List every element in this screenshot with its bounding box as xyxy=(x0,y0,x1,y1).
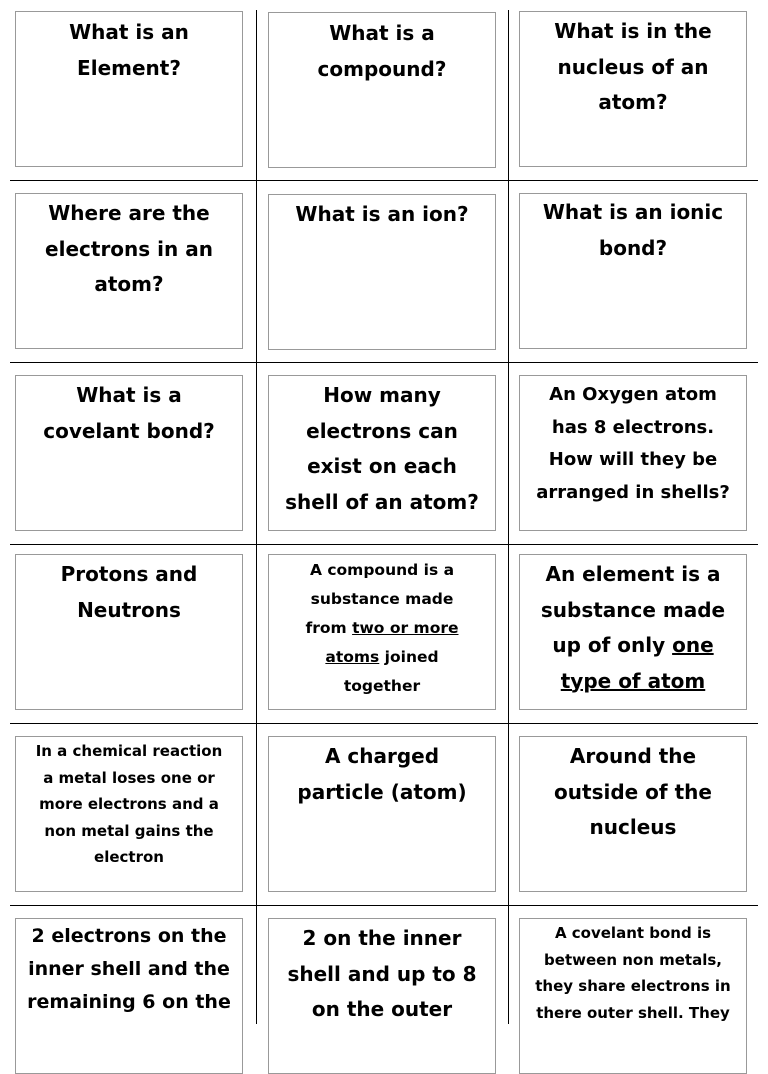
answer-card-element xyxy=(519,554,747,710)
card-line: An Oxygen atom xyxy=(549,384,717,405)
underlined-text: type of atom xyxy=(560,668,706,693)
card-line: electrons in an xyxy=(45,236,213,261)
underlined-text: two or more xyxy=(352,619,459,637)
card-line: more electrons and a xyxy=(39,795,219,813)
answer-card-oxygen-shells xyxy=(15,918,243,1074)
card-line: In a chemical reaction xyxy=(35,742,223,760)
card-line: shell of an atom? xyxy=(285,489,479,514)
question-card-shells xyxy=(268,375,496,531)
card-text: up of only xyxy=(552,633,673,657)
card-line: How many xyxy=(323,383,441,407)
card-line: particle (atom) xyxy=(297,779,467,804)
card-line: Around the xyxy=(569,744,697,768)
card-line: Neutrons xyxy=(77,597,181,622)
card-line: substance made xyxy=(310,590,454,608)
card-line: covelant bond? xyxy=(43,418,215,443)
card-line: What is a xyxy=(329,21,435,45)
card-line: a metal loses one or xyxy=(43,768,215,787)
card-line: A charged xyxy=(324,744,440,768)
cut-line-horizontal-5 xyxy=(10,905,758,906)
card-line: Element? xyxy=(77,55,181,80)
card-line: nucleus xyxy=(589,815,677,839)
card-line: What is an ion? xyxy=(295,202,469,226)
question-card-covalent-bond xyxy=(15,375,243,531)
card-line: there outer shell. They xyxy=(536,1003,730,1022)
question-card-ionic-bond xyxy=(519,193,747,349)
card-line: A compound is a xyxy=(309,561,455,579)
card-line: has 8 electrons. xyxy=(551,416,715,438)
answer-card-covalent-bond xyxy=(519,918,747,1074)
card-line: atom? xyxy=(598,90,668,114)
card-line: bond? xyxy=(598,235,668,260)
card-text: joined xyxy=(379,648,439,666)
card-line: Where are the xyxy=(48,201,210,225)
cut-line-vertical-2 xyxy=(508,10,509,1024)
card-line: shell and up to 8 xyxy=(287,961,477,986)
card-line: What is in the xyxy=(554,19,712,43)
cut-line-horizontal-3 xyxy=(10,544,758,545)
card-line: An element is a xyxy=(545,562,721,586)
card-line: 2 on the inner xyxy=(302,926,462,950)
answer-card-ionic-bond xyxy=(15,736,243,892)
card-line: Protons and xyxy=(60,562,198,586)
underlined-text: one xyxy=(672,633,714,657)
card-line: together xyxy=(343,677,421,695)
card-line xyxy=(275,643,489,672)
card-line: remaining 6 on the xyxy=(27,991,231,1013)
cut-line-horizontal-4 xyxy=(10,723,758,724)
card-line: between non metals, xyxy=(544,950,722,969)
question-card-nucleus xyxy=(519,11,747,167)
answer-card-ion xyxy=(268,736,496,892)
card-line: exist on each xyxy=(307,454,457,478)
card-line: A covelant bond is xyxy=(554,924,712,942)
card-line: electron xyxy=(94,848,164,866)
card-line: How will they be xyxy=(548,449,718,470)
card-line: electrons can xyxy=(306,418,458,443)
card-line: atom? xyxy=(94,272,164,296)
card-line: outside of the xyxy=(554,779,712,804)
card-line: on the outer xyxy=(311,997,453,1021)
card-line: What is an ionic xyxy=(542,200,724,224)
card-line: nucleus of an xyxy=(557,54,709,79)
question-card-element xyxy=(15,11,243,167)
card-line xyxy=(275,614,489,643)
answer-card-shell-capacity xyxy=(268,918,496,1074)
card-line: inner shell and the xyxy=(28,958,230,980)
card-line: substance made xyxy=(540,597,726,622)
answer-card-protons-neutrons xyxy=(15,554,243,710)
card-line: 2 electrons on the xyxy=(31,925,227,947)
card-line: non metal gains the xyxy=(44,821,214,840)
card-line: What is an xyxy=(69,20,189,44)
question-card-electrons xyxy=(15,193,243,349)
card-line: they share electrons in xyxy=(535,977,731,995)
cut-line-horizontal-2 xyxy=(10,362,758,363)
card-line xyxy=(520,628,746,664)
question-card-ion xyxy=(268,194,496,350)
answer-card-electron-location xyxy=(519,736,747,892)
question-card-oxygen xyxy=(519,375,747,531)
answer-card-compound xyxy=(268,554,496,710)
question-card-compound xyxy=(268,12,496,168)
cut-line-vertical-1 xyxy=(256,10,257,1024)
underlined-text: atoms xyxy=(325,648,380,666)
card-line: What is a xyxy=(76,383,182,407)
cut-line-horizontal-1 xyxy=(10,180,758,181)
card-line: compound? xyxy=(317,56,447,81)
card-line: arranged in shells? xyxy=(536,481,730,503)
card-text: from xyxy=(305,619,353,637)
